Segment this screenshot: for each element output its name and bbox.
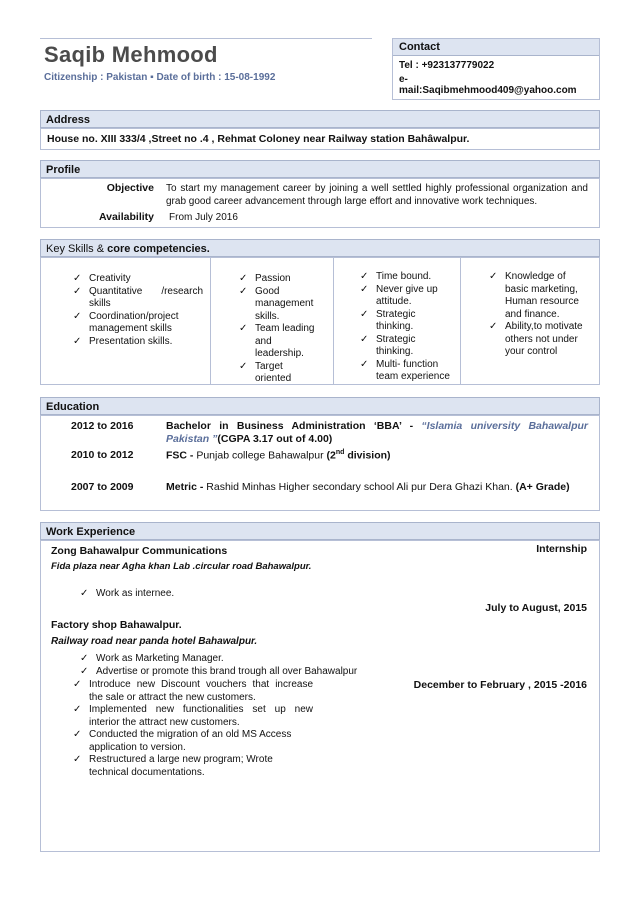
- skills-title-a: Key Skills &: [46, 243, 108, 255]
- list-item: ✓ Never give up attitude.: [360, 284, 454, 309]
- address-text: House no. XIII 333/4 ,Street no .4 , Rehmat Coloney near Railway station Bahâwalpur.: [47, 133, 470, 145]
- list-item: ✓ Coordination/project management skills: [73, 311, 203, 336]
- job2-duties-b: [73, 679, 313, 779]
- edu-detail-2: [166, 449, 588, 462]
- list-item: ✓ Knowledge of basic marketing, Human resource and finance.: [489, 271, 589, 321]
- edu-years-2: 2010 to 2012: [71, 449, 134, 461]
- candidate-name: Saqib Mehmood: [44, 42, 218, 67]
- list-item: ✓ Work as internee.: [80, 588, 320, 601]
- address-title: Address: [40, 110, 600, 128]
- job2-dates: December to February , 2015 -2016: [413, 679, 587, 691]
- list-item: ✓ Conducted the migration of an old MS Access application to version.: [73, 729, 313, 754]
- name-underline: [40, 38, 372, 39]
- availability-text: From July 2016: [169, 212, 238, 223]
- edu-grade-2-pre: (2: [323, 449, 336, 462]
- edu-inst-3: Rashid Minhas Higher secondary school Ali pur Dera Ghazi Khan.: [206, 481, 513, 493]
- list-item: ✓ Presentation skills.: [73, 336, 203, 349]
- job1-type: Internship: [536, 543, 587, 555]
- list-item: ✓ Introduce new Discount vouchers that increase the sale or attract the new customers.: [73, 679, 313, 704]
- edu-degree-1: Bachelor in Business Administration ‘BBA’: [166, 420, 402, 432]
- contact-box: [392, 38, 600, 100]
- education-title: Education: [40, 397, 600, 415]
- list-item: ✓ Team leading and leadership.: [239, 323, 321, 361]
- objective-text: To start my management career by joining a well settled highly professional organization and grab good career advancement through large effort and innovative work techniques.: [166, 183, 588, 207]
- skills-divider-3: [460, 257, 461, 385]
- job2-address: Railway road near panda hotel Bahawalpur.: [51, 636, 258, 647]
- edu-degree-2: FSC -: [166, 449, 197, 462]
- edu-detail-3: [166, 481, 588, 493]
- contact-email-prefix: e-: [399, 74, 408, 85]
- contact-tel: Tel : +923137779022: [399, 60, 495, 71]
- list-item: ✓ Time bound.: [360, 271, 454, 284]
- list-item: ✓ Ability,to motivate others not under your control: [489, 321, 589, 359]
- edu-inst-2: Punjab college Bahawalpur: [196, 449, 324, 462]
- edu-grade-2-post: division): [344, 449, 391, 462]
- skills-col-1: [73, 273, 203, 348]
- list-item: ✓ Passion: [239, 273, 321, 286]
- edu-dash-1: -: [401, 420, 422, 432]
- skills-col-2: [239, 273, 321, 386]
- profile-title: Profile: [40, 160, 600, 178]
- skills-col-3: [360, 271, 454, 384]
- contact-email[interactable]: mail:Saqibmehmood409@yahoo.com: [399, 85, 577, 96]
- list-item: ✓ Work as Marketing Manager.: [80, 653, 400, 666]
- availability-label: Availability: [98, 211, 154, 223]
- job1-company: Zong Bahawalpur Communications: [51, 545, 228, 557]
- list-item: ✓ Strategic thinking.: [360, 334, 454, 359]
- skills-col-4: [489, 271, 589, 359]
- list-item: ✓ Quantitative /research skills: [73, 286, 203, 311]
- edu-grade-2-sup: nd: [335, 449, 345, 456]
- edu-grade-1: (CGPA 3.17 out of 4.00): [217, 433, 333, 445]
- skills-title-b: core competencies.: [107, 243, 210, 255]
- objective-label: Objective: [106, 182, 154, 194]
- list-item: ✓ Target oriented: [239, 361, 321, 386]
- skills-divider-2: [333, 257, 334, 385]
- list-item: ✓ Restructured a large new program; Wrote technical documentations.: [73, 754, 313, 779]
- job1-address: Fida plaza near Agha khan Lab .circular road Bahawalpur.: [51, 561, 312, 572]
- edu-inst-1: “Islamia university Bahawalpur Pakistan ”: [166, 420, 588, 445]
- job1-dates: July to August, 2015: [485, 602, 587, 614]
- list-item: ✓ Advertise or promote this brand trough all over Bahawalpur: [80, 666, 400, 679]
- edu-degree-3: Metric -: [166, 481, 207, 493]
- skills-divider-1: [210, 257, 211, 385]
- address-body: [40, 128, 600, 150]
- edu-years-1: 2012 to 2016: [71, 420, 134, 432]
- edu-detail-1: [166, 420, 588, 446]
- job2-company: Factory shop Bahawalpur.: [51, 619, 182, 631]
- list-item: ✓ Strategic thinking.: [360, 309, 454, 334]
- edu-years-3: 2007 to 2009: [71, 481, 134, 493]
- work-title: Work Experience: [40, 522, 600, 540]
- job1-duties: [80, 588, 320, 601]
- list-item: ✓ Implemented new functionalities set up new interior the attract new customers.: [73, 704, 313, 729]
- skills-title: [40, 239, 600, 257]
- citizenship-dob: Citizenship : Pakistan ▪ Date of birth : 15-08-1992: [44, 72, 276, 83]
- contact-title: Contact: [393, 39, 599, 56]
- job2-duties-a: [80, 653, 400, 678]
- list-item: ✓ Multi- function team experience: [360, 359, 454, 384]
- list-item: ✓ Creativity: [73, 273, 203, 286]
- list-item: ✓ Good management skills.: [239, 286, 321, 324]
- edu-grade-3: (A+ Grade): [512, 481, 570, 493]
